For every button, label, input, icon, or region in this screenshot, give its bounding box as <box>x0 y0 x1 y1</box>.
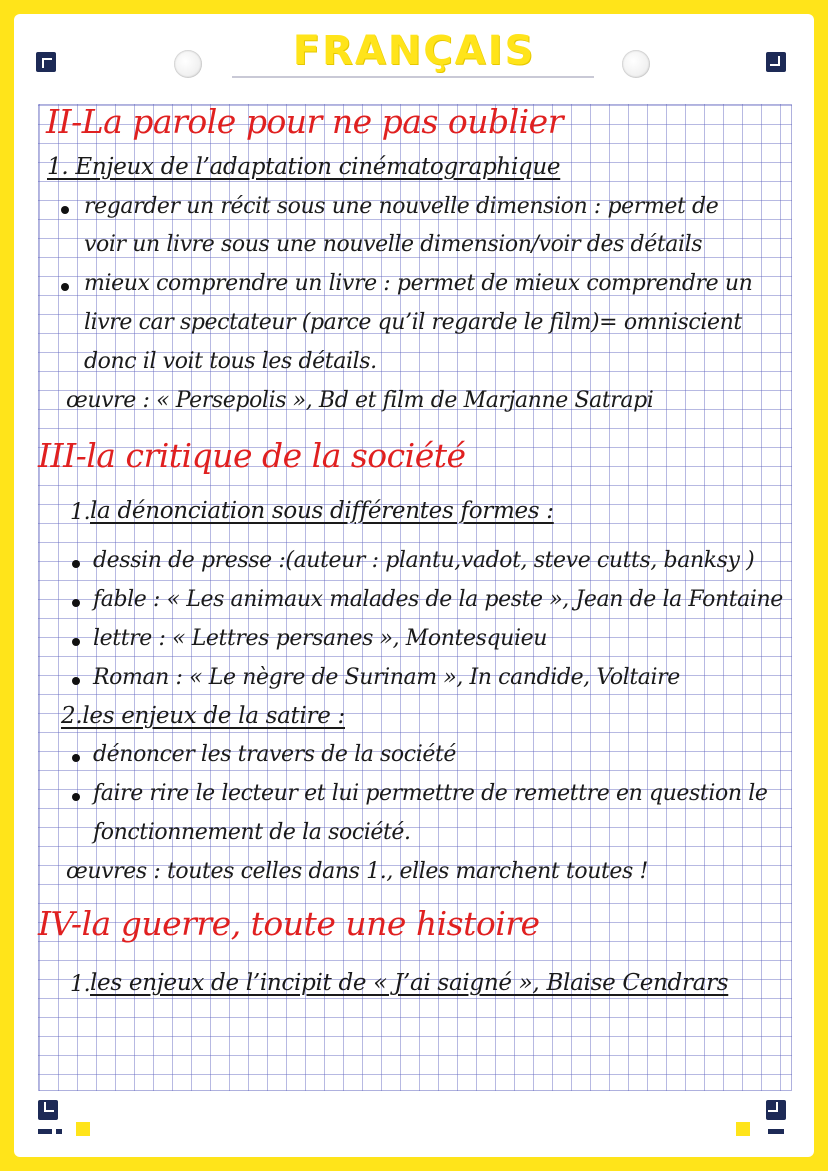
notes-content <box>14 14 814 1157</box>
list-item: regarder un récit sous une nouvelle dimension : permet de <box>84 194 719 219</box>
bullet-icon <box>72 793 80 801</box>
work-reference: œuvre : « Persepolis », Bd et film de Marjanne Satrapi <box>66 388 654 413</box>
list-item: fable : « Les animaux malades de la peste », Jean de la Fontaine <box>93 587 783 612</box>
bullet-icon <box>72 560 80 568</box>
notebook-page <box>14 14 814 1157</box>
page-title: FRANÇAIS <box>292 28 536 74</box>
bullet-icon <box>61 206 69 214</box>
subsection-heading: la dénonciation sous différentes formes : <box>90 498 554 524</box>
subsection-heading: 2.les enjeux de la satire : <box>61 703 345 729</box>
subsection-number: 1. <box>70 500 91 525</box>
list-item: dénoncer les travers de la société <box>93 742 457 767</box>
list-item-continuation: donc il voit tous les détails. <box>84 349 377 374</box>
list-item: mieux comprendre un livre : permet de mieux comprendre un <box>84 271 753 296</box>
bullet-icon <box>61 283 69 291</box>
subsection-heading: 1. Enjeux de l’adaptation cinématographique <box>47 154 561 180</box>
work-reference: œuvres : toutes celles dans 1., elles marchent toutes ! <box>66 859 648 884</box>
list-item-continuation: livre car spectateur (parce qu’il regarde le film)= omniscient <box>84 310 742 335</box>
bullet-icon <box>72 754 80 762</box>
subsection-heading: les enjeux de l’incipit de « J’ai saigné », Blaise Cendrars <box>90 970 729 996</box>
bullet-icon <box>72 599 80 607</box>
list-item: faire rire le lecteur et lui permettre de remettre en question le <box>93 781 768 806</box>
list-item: lettre : « Lettres persanes », Montesquieu <box>93 626 547 651</box>
subsection-number: 1. <box>70 972 91 997</box>
bullet-icon <box>72 677 80 685</box>
list-item-continuation: voir un livre sous une nouvelle dimension/voir des détails <box>84 232 703 257</box>
section-heading: II-La parole pour ne pas oublier <box>46 102 563 141</box>
section-heading: IV-la guerre, toute une histoire <box>38 904 540 943</box>
section-heading: III-la critique de la société <box>38 436 466 475</box>
list-item: dessin de presse :(auteur : plantu,vadot, steve cutts, banksy ) <box>93 548 755 573</box>
list-item-continuation: fonctionnement de la société. <box>93 820 411 845</box>
bullet-icon <box>72 638 80 646</box>
list-item: Roman : « Le nègre de Surinam », In candide, Voltaire <box>93 665 680 690</box>
